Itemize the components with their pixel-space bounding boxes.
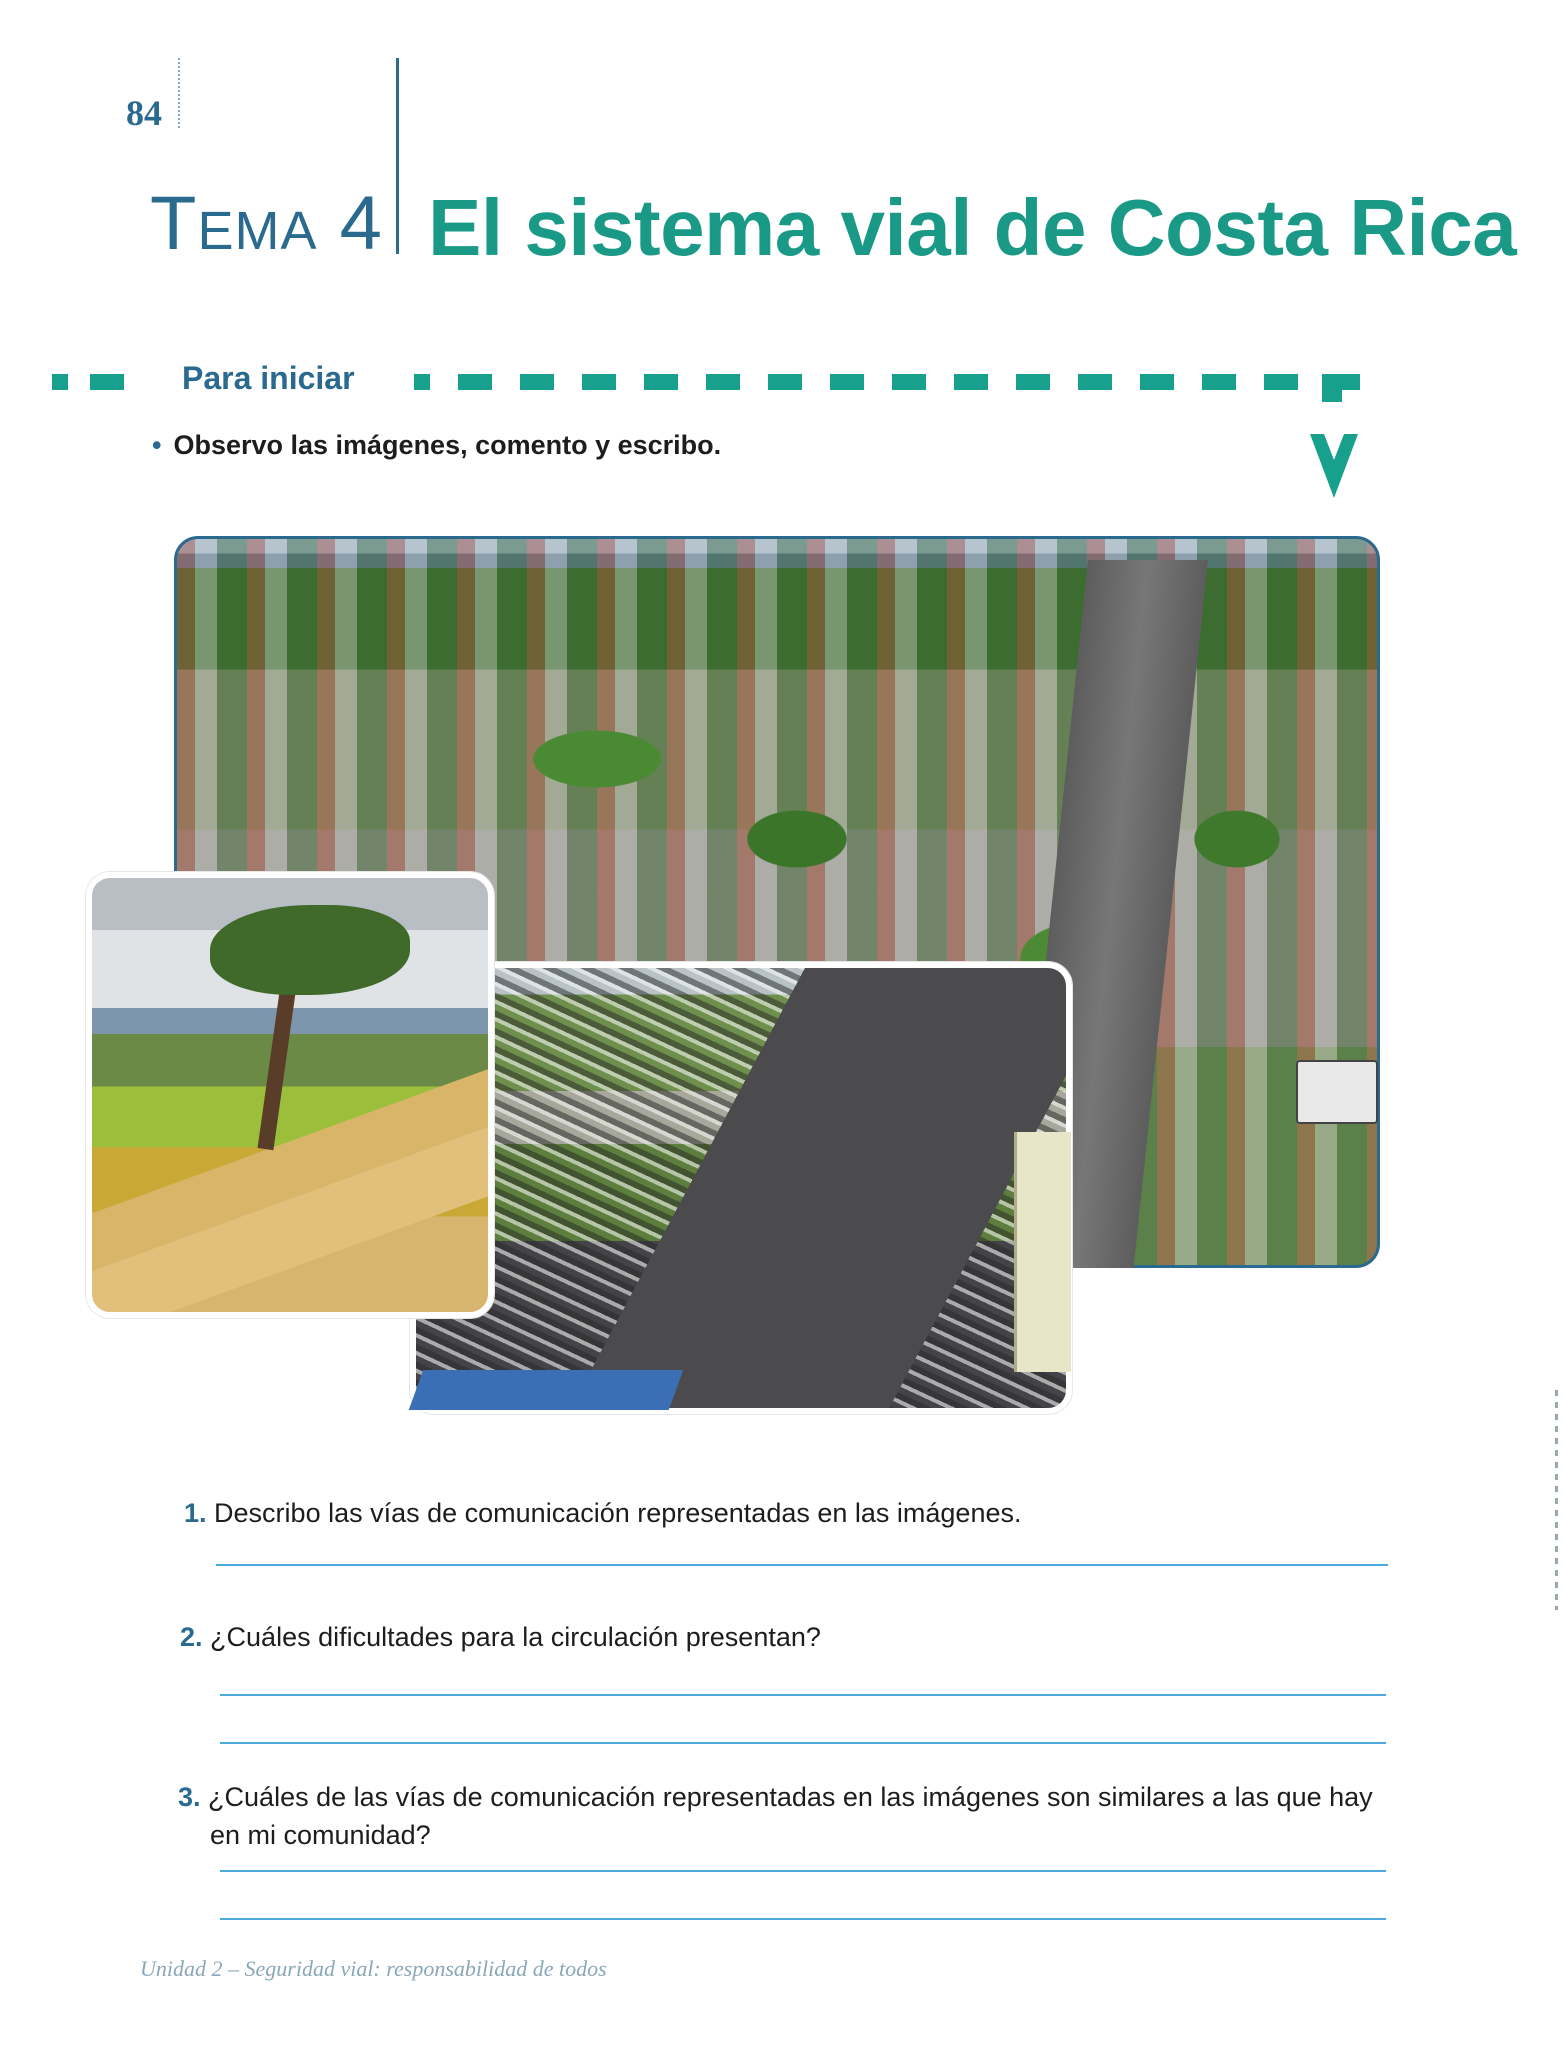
section-dashes-left — [52, 374, 124, 390]
question-3-number: 3. — [178, 1782, 201, 1812]
section-label: Para iniciar — [182, 360, 355, 396]
question-2 — [180, 1618, 821, 1656]
question-2-number: 2. — [180, 1622, 203, 1652]
question-1 — [184, 1494, 1021, 1532]
highway-roof — [409, 1370, 684, 1410]
page-title: El sistema vial de Costa Rica — [428, 183, 1517, 272]
section-dashes-right — [414, 374, 1360, 390]
theme-label — [150, 180, 383, 267]
city-truck — [1296, 1060, 1378, 1124]
page-number: 84 — [126, 93, 162, 133]
answer-line-2[interactable] — [220, 1694, 1386, 1696]
arrow-down-icon — [1310, 434, 1358, 498]
page-edge-marks — [1555, 1390, 1558, 1610]
bullet-icon: • — [152, 430, 162, 460]
theme-number: 4 — [339, 181, 383, 266]
question-1-number: 1. — [184, 1498, 207, 1528]
section-dash-corner — [1322, 374, 1342, 402]
theme-word: EMA — [197, 201, 318, 261]
theme-first-letter: T — [150, 181, 198, 266]
title-divider — [396, 58, 399, 254]
answer-line-4[interactable] — [220, 1870, 1386, 1872]
question-3 — [178, 1778, 1388, 1854]
page-number-divider — [178, 58, 180, 128]
answer-line-1[interactable] — [216, 1564, 1388, 1566]
question-2-text: ¿Cuáles dificultades para la circulación presentan? — [210, 1622, 821, 1652]
footer-unit-title: Unidad 2 – Seguridad vial: responsabilidad de todos — [140, 1956, 607, 1981]
question-3-text-cont: en mi comunidad? — [210, 1820, 431, 1850]
question-3-text: ¿Cuáles de las vías de comunicación representadas en las imágenes son similares a las que hay — [208, 1782, 1373, 1812]
instruction — [152, 430, 721, 461]
rural-tree-crown — [210, 905, 410, 995]
answer-line-3[interactable] — [220, 1742, 1386, 1744]
question-1-text: Describo las vías de comunicación representadas en las imágenes. — [214, 1498, 1022, 1528]
highway-building — [1014, 1132, 1071, 1372]
instruction-text: Observo las imágenes, comento y escribo. — [173, 430, 722, 460]
highway-traffic-photo — [410, 962, 1072, 1414]
answer-line-5[interactable] — [220, 1918, 1386, 1920]
